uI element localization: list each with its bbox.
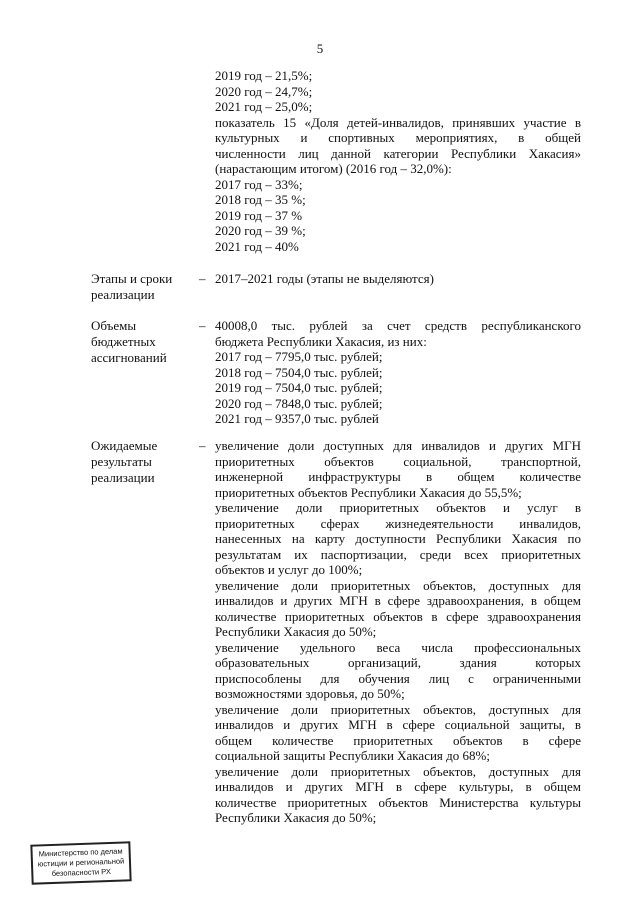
section-content-results [215,438,581,826]
text-line: 2017–2021 годы (этапы не выделяются) [215,271,434,286]
section-content-stages [215,271,581,287]
top-continuation [215,68,581,254]
text-line: общем количестве приоритетных объектов в сфере [215,732,581,748]
text-line: увеличение доли приоритетных объектов, доступных для [215,763,581,779]
text-line: инвалидов и других МГН в сфере социальной защиты, в [215,717,581,732]
label-line: реализации [91,470,155,485]
label-line: Ожидаемые [91,438,158,453]
text-line: 2020 год – 24,7%; [215,83,313,99]
label-line: ассигнований [91,350,167,365]
text-line: (нарастающим итогом) (2016 год – 32,0%): [215,161,452,176]
text-line: приоритетных сферах жизнедеятельности инвалидов, [215,515,581,531]
label-line: реализации [91,287,155,302]
text-line: количестве приоритетных объектов Министерства культуры [215,794,581,810]
text-line: показатель 15 «Доля детей-инвалидов, принявших участие в [215,114,581,130]
text-line: Республики Хакасия до 50%; [215,810,377,825]
text-line: нанесенных на карту доступности Республики Хакасия по [215,531,581,546]
section-dash: – [199,271,206,286]
text-line: социальной защиты Республики Хакасия до 68%; [215,748,490,763]
text-line: 2021 год – 9357,0 тыс. рублей [215,411,379,426]
section-label-results [91,438,157,486]
text-line: инженерной инфраструктуры в общем количестве [215,469,581,484]
text-line: увеличение доли приоритетных объектов и услуг в [215,500,581,515]
text-line: результатам их паспортизации, среди всех приоритетных [215,546,581,562]
text-line: количестве приоритетных объектов в сфере здравоохранения [215,608,581,624]
text-line: приоритетных объектов социальной, транспортной, [215,453,581,469]
section-label-budget [91,318,167,366]
text-line: увеличение доли приоритетных объектов, доступных для [215,577,581,593]
text-line: увеличение удельного веса числа профессиональных [215,639,581,655]
page-number: 5 [316,41,324,56]
ministry-stamp [30,841,131,884]
stamp-line: юстиции и региональной [37,856,125,869]
label-line: Объемы [91,318,137,333]
text-line: возможностями здоровья, до 50%; [215,686,405,701]
text-line: 2020 год – 39 %; [215,223,306,238]
text-line: 2019 год – 21,5%; [215,68,313,83]
text-line: объектов и услуг до 100%; [215,562,363,577]
text-line: инвалидов и других МГН в сфере здравоохранения, в общем [215,593,581,608]
text-line: инвалидов и других МГН в сфере культуры, в общем [215,779,581,794]
text-line: образовательных организаций, здания которых [215,655,581,670]
text-line: 2021 год – 25,0%; [215,99,313,114]
text-line: 40008,0 тыс. рублей за счет средств республиканского [215,318,581,333]
label-line: бюджетных [91,334,156,349]
section-dash: – [199,318,206,333]
text-line: Республики Хакасия до 50%; [215,624,377,639]
stamp-line: Министерство по делам [38,846,123,859]
text-line: 2020 год – 7848,0 тыс. рублей; [215,395,383,411]
text-line: численности лиц данной категории Республики Хакасия» [215,145,581,161]
text-line: 2017 год – 33%; [215,176,303,192]
section-content-budget [215,318,581,427]
label-line: Этапы и сроки [91,271,173,286]
text-line: 2018 год – 7504,0 тыс. рублей; [215,364,383,380]
stamp-line: безопасности РХ [51,866,112,879]
label-line: результаты [91,454,152,469]
text-line: культурных и спортивных мероприятиях, в общей [215,130,581,145]
text-line: 2019 год – 7504,0 тыс. рублей; [215,380,383,395]
text-line: 2018 год – 35 %; [215,192,306,207]
text-line: 2017 год – 7795,0 тыс. рублей; [215,349,383,364]
section-dash: – [199,438,206,453]
text-line: увеличение доли приоритетных объектов, доступных для [215,701,581,717]
text-line: 2021 год – 40% [215,238,299,254]
text-line: приспособлены для обучения лиц с ограниченными [215,670,581,686]
text-line: бюджета Республики Хакасия, из них: [215,333,427,349]
section-label-stages [91,271,172,303]
text-line: 2019 год – 37 % [215,207,303,223]
text-line: увеличение доли доступных для инвалидов и других МГН [215,438,581,453]
text-line: приоритетных объектов Республики Хакасия до 55,5%; [215,484,522,500]
